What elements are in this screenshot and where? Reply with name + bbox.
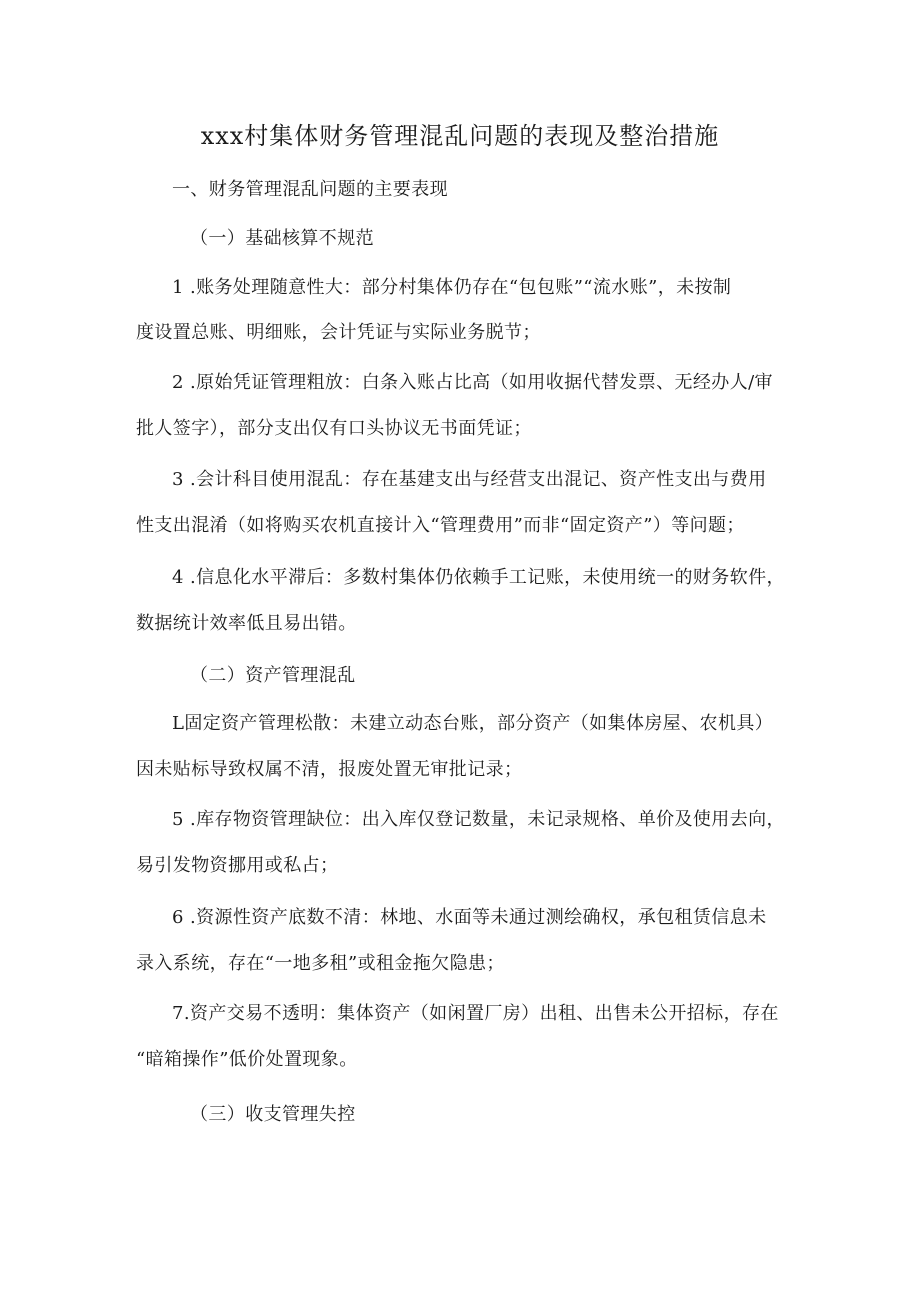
paragraph-line: 4 .信息化水平滞后：多数村集体仍依赖手工记账，未使用统一的财务软件， bbox=[172, 567, 785, 588]
paragraph-line: 性支出混淆（如将购买农机直接计入“管理费用”而非“固定资产”）等问题； bbox=[136, 515, 745, 536]
subsection-heading: （二）资产管理混乱 bbox=[190, 665, 356, 686]
section-heading: 一、财务管理混乱问题的主要表现 bbox=[172, 179, 448, 200]
paragraph-line: “暗箱操作”低价处置现象。 bbox=[136, 1049, 358, 1070]
paragraph-line: 度设置总账、明细账，会计凭证与实际业务脱节； bbox=[136, 322, 541, 343]
subsection-heading: （一）基础核算不规范 bbox=[190, 228, 374, 249]
paragraph-line: 2 .原始凭证管理粗放：白条入账占比高（如用收据代替发票、无经办人/审 bbox=[172, 372, 773, 393]
paragraph-line: 因未贴标导致权属不清，报废处置无审批记录； bbox=[136, 759, 523, 780]
paragraph-line: 5 .库存物资管理缺位：出入库仅登记数量，未记录规格、单价及使用去向， bbox=[172, 809, 785, 830]
paragraph-line: 6 .资源性资产底数不清：林地、水面等未通过测绘确权，承包租赁信息未 bbox=[172, 907, 767, 928]
document-title: xxx村集体财务管理混乱问题的表现及整治措施 bbox=[200, 122, 720, 150]
paragraph-line: L固定资产管理松散：未建立动态台账，部分资产（如集体房屋、农机具） bbox=[172, 713, 774, 734]
paragraph-line: 数据统计效率低且易出错。 bbox=[136, 613, 357, 634]
paragraph-line: 3 .会计科目使用混乱：存在基建支出与经营支出混记、资产性支出与费用 bbox=[172, 469, 767, 490]
paragraph-line: 7.资产交易不透明：集体资产（如闲置厂房）出租、出售未公开招标，存在 bbox=[172, 1003, 779, 1024]
paragraph-line: 1 .账务处理随意性大：部分村集体仍存在“包包账”“流水账”，未按制 bbox=[172, 277, 732, 298]
paragraph-line: 易引发物资挪用或私占； bbox=[136, 855, 339, 876]
paragraph-line: 批人签字），部分支出仅有口头协议无书面凭证； bbox=[136, 418, 532, 439]
subsection-heading: （三）收支管理失控 bbox=[190, 1104, 356, 1125]
paragraph-line: 录入系统，存在“一地多租”或租金拖欠隐患； bbox=[136, 953, 505, 974]
